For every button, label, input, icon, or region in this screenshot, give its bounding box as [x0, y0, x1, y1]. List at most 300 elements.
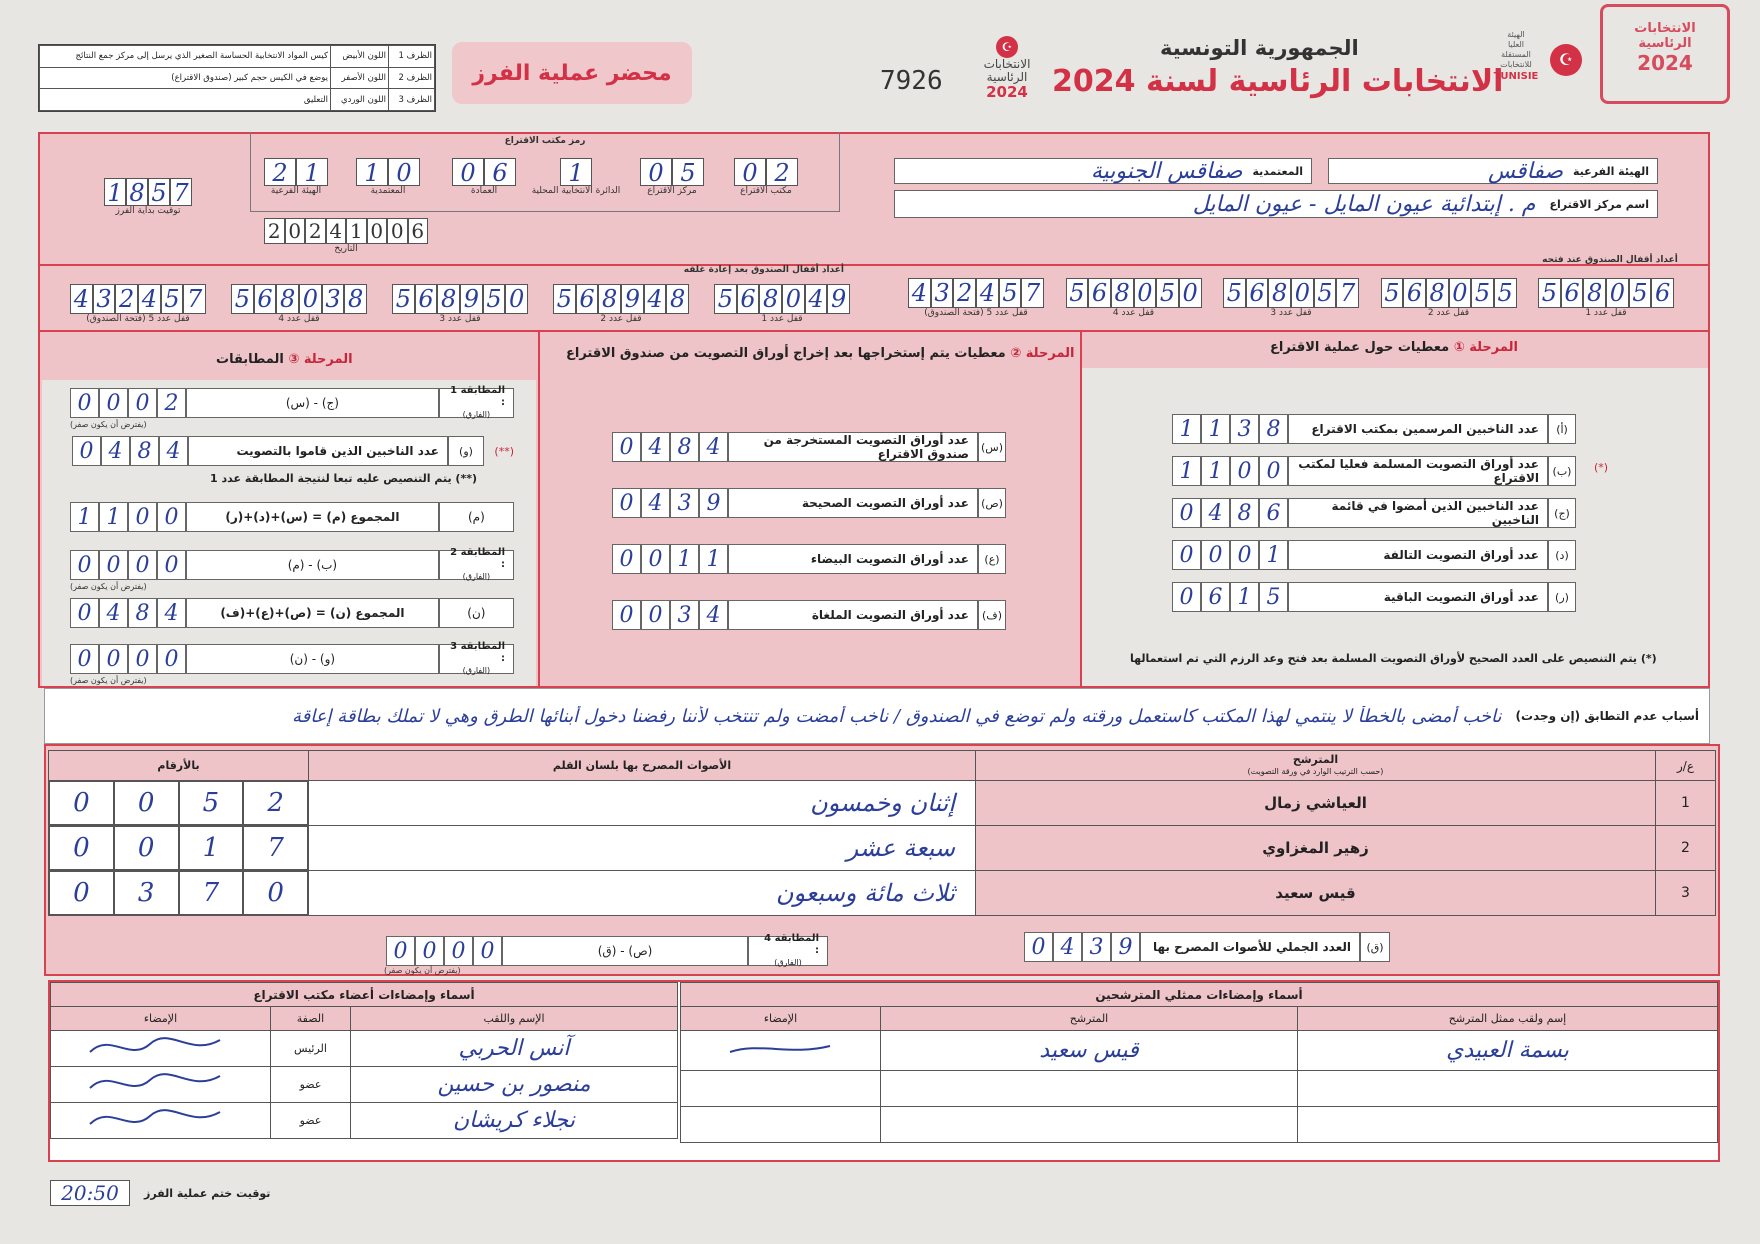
digit: 4 [1201, 498, 1230, 528]
sum-m-code: (م) [439, 502, 514, 532]
digit: 4 [976, 278, 999, 308]
col-name-title: المترشح [1292, 752, 1339, 766]
signature-scribble [70, 1068, 270, 1098]
logo-year: 2024 [986, 83, 1028, 101]
env-desc: كيس المواد الانتخابية الحساسة الصغير الذي يرسل إلى مركز جمع النتائج [40, 46, 331, 68]
match4-label [748, 933, 828, 967]
digit: 4 [101, 436, 130, 466]
rep-signature [681, 1031, 881, 1071]
lock-label: قفل عدد 1 [761, 314, 803, 324]
digit: 1 [99, 502, 128, 532]
digit: 6 [415, 284, 438, 314]
rep-name: بسمة العبيدي [1298, 1031, 1718, 1071]
date-label: التاريخ [334, 244, 358, 254]
match3-sub: (الفارق) [462, 666, 491, 675]
stage1-row [1172, 582, 1576, 612]
digit: 8 [1583, 278, 1606, 308]
candidate-name: العياشي زمال [976, 781, 1656, 826]
total-label: العدد الجملي للأصوات المصرح بها [1140, 932, 1360, 962]
stage2-row [612, 432, 1006, 462]
zero-note: (يفترض أن يكون صفر) [70, 676, 147, 685]
digit: 0 [1230, 456, 1259, 486]
zero-note: (يفترض أن يكون صفر) [384, 966, 461, 975]
stage1-star: (*) [1594, 461, 1609, 474]
stage3-heading [216, 352, 353, 367]
match1-row [70, 385, 514, 419]
lock-digits [553, 284, 689, 314]
digit: 4 [159, 436, 188, 466]
digit: 5 [231, 284, 254, 314]
row-label: عدد الناخبين المرسمين بمكتب الاقتراع [1288, 414, 1548, 444]
digit: 6 [1561, 278, 1584, 308]
env-color: اللون الأصفر [331, 67, 389, 89]
match3-formula: (و) - (ن) [186, 644, 439, 674]
digit: 0 [367, 218, 388, 244]
digit: 0 [128, 644, 157, 674]
digit: 1 [179, 826, 244, 870]
digit: 0 [285, 218, 306, 244]
env-color: اللون الوردي [331, 89, 389, 111]
empty-cell [681, 1107, 881, 1143]
code-field-delegation [356, 158, 420, 196]
members-col-name: الإسم واللقب [351, 1007, 678, 1031]
digit: 6 [408, 218, 429, 244]
digit: 0 [1201, 540, 1230, 570]
digit: 0 [1134, 278, 1157, 308]
delegation-value: صفاقس الجنوبية [1090, 158, 1243, 184]
stamp-line: الرئاسية [1638, 36, 1692, 51]
digit: 3 [1082, 932, 1111, 962]
digit: 0 [70, 550, 99, 580]
lock-field [908, 278, 1044, 328]
candidate-row [49, 781, 1716, 826]
match2-formula: (ب) - (م) [186, 550, 439, 580]
lock-label: قفل عدد 3 [1270, 308, 1312, 318]
code-field-center [640, 158, 704, 196]
row-digits [1172, 456, 1288, 486]
match3-row [70, 641, 514, 675]
lock-digits [1381, 278, 1517, 308]
locks-close-title: أعداد أقفال الصندوق بعد إعادة غلقه [683, 265, 844, 275]
digit: 8 [126, 178, 148, 206]
candidate-row [49, 871, 1716, 916]
digit: 6 [1259, 498, 1288, 528]
empty-cell [1298, 1071, 1718, 1107]
row-label: عدد أوراق التصويت الباقية [1288, 582, 1548, 612]
match2-row [70, 547, 514, 581]
col-num: ع/ر [1656, 751, 1716, 781]
match2-title: المطابقة 2 : [450, 547, 505, 570]
envelopes-table [38, 44, 436, 112]
match4-row [382, 933, 828, 967]
digit: 8 [598, 284, 621, 314]
digit: 0 [1172, 582, 1201, 612]
sum-n-digits [70, 598, 186, 628]
member-name: آنس الحربي [351, 1031, 678, 1067]
digit: 0 [387, 218, 408, 244]
digit: 5 [553, 284, 576, 314]
code-field-sub-authority [264, 158, 328, 196]
digit: 5 [179, 781, 244, 825]
row-digits [1172, 498, 1288, 528]
code-field-label: العمادة [470, 186, 498, 196]
sum-n-code: (ن) [439, 598, 514, 628]
digit: 7 [170, 178, 192, 206]
digit: 8 [670, 432, 699, 462]
center-label: اسم مركز الاقتراع [1549, 197, 1649, 211]
digit: 0 [157, 550, 186, 580]
digit: 5 [161, 284, 184, 314]
row-code: (أ) [1548, 414, 1576, 444]
digit: 8 [276, 284, 299, 314]
digit: 3 [322, 284, 345, 314]
match4-title: المطابقة 4 : [764, 933, 819, 956]
digit: 3 [93, 284, 116, 314]
candidate-digits [49, 871, 309, 916]
digit: 8 [437, 284, 460, 314]
digit: 4 [699, 600, 728, 630]
digit: 6 [1651, 278, 1674, 308]
digit: 0 [114, 826, 179, 870]
candidate-num: 1 [1656, 781, 1716, 826]
row-label: عدد الناخبين الذين أمضوا في قائمة الناخبين [1288, 498, 1548, 528]
digit: 0 [128, 502, 157, 532]
reps-col-sig: الإمضاء [681, 1007, 881, 1031]
digit: 1 [1201, 414, 1230, 444]
empty-cell [1298, 1107, 1718, 1143]
rep-row-empty [681, 1107, 1718, 1143]
digit: 0 [640, 158, 672, 186]
sum-m-digits [70, 502, 186, 532]
digit: 1 [70, 502, 99, 532]
voted-mark: (**) [494, 444, 514, 458]
digit: 1 [1172, 414, 1201, 444]
start-time-label: توقيت بداية الفرز [115, 206, 181, 216]
signature-scribble [70, 1032, 270, 1062]
members-table [50, 982, 678, 1139]
report-title: محضر عملية الفرز [452, 42, 692, 104]
row-code: (ص) [978, 488, 1006, 518]
lock-field [392, 284, 528, 334]
digit: 0 [49, 826, 114, 870]
digit: 0 [49, 781, 114, 825]
main-title: الانتخابات الرئاسية لسنة 2024 [1052, 64, 1504, 99]
empty-cell [881, 1071, 1298, 1107]
lock-label: قفل عدد 1 [1585, 308, 1627, 318]
col-name-sub: (حسب الترتيب الوارد في ورقة التصويت) [1247, 766, 1384, 776]
members-col-sig: الإمضاء [51, 1007, 271, 1031]
digit: 5 [1381, 278, 1404, 308]
digit: 0 [1179, 278, 1202, 308]
digit: 0 [70, 598, 99, 628]
digit: 0 [70, 644, 99, 674]
digit: 7 [183, 284, 206, 314]
digit: 5 [148, 178, 170, 206]
digit: 8 [1426, 278, 1449, 308]
stage2-row [612, 488, 1006, 518]
digit: 8 [1111, 278, 1134, 308]
mismatch-text: ناخب أمضى بالخطأ لا ينتمي لهذا المكتب كاستعمل ورقته ولم توضع في الصندوق / ناخب أمضت ولم تنتخب لأننا رفضنا دخول أبنائها الطرق وهي لا تملك بطاقة إعاقة [291, 705, 1502, 727]
stage1-note: (*) يتم التنصيص على العدد الصحيح لأوراق التصويت المسلمة بعد فتح وعد الرزم التي تم استعمالها [1130, 652, 1657, 665]
delegation-label: المعتمدية [1252, 164, 1303, 178]
locks-close-row [70, 284, 850, 334]
sum-n-label: المجموع (ن) = (ص)+(ع)+(ف) [186, 598, 439, 628]
digit: 8 [1230, 498, 1259, 528]
digit: 0 [388, 158, 420, 186]
lock-digits [1223, 278, 1359, 308]
digit: 5 [1223, 278, 1246, 308]
digit: 1 [1172, 456, 1201, 486]
digit: 5 [714, 284, 737, 314]
candidate-name: قيس سعيد [976, 871, 1656, 916]
digit: 6 [484, 158, 516, 186]
digit: 1 [699, 544, 728, 574]
digit: 0 [1449, 278, 1472, 308]
delegation-field [894, 158, 1312, 184]
digit: 4 [70, 284, 93, 314]
digit: 1 [346, 218, 367, 244]
candidate-row [49, 826, 1716, 871]
col-name [976, 751, 1656, 781]
digit: 5 [1629, 278, 1652, 308]
zero-note: (يفترض أن يكون صفر) [70, 582, 147, 591]
stage1-num: المرحلة ① [1453, 340, 1518, 355]
digit: 7 [1336, 278, 1359, 308]
doc-number: 7926 [880, 66, 943, 96]
digit: 5 [1471, 278, 1494, 308]
row-code: (د) [1548, 540, 1576, 570]
digit: 1 [1201, 456, 1230, 486]
row-label: عدد أوراق التصويت التالفة [1288, 540, 1548, 570]
row-label: عدد أوراق التصويت البيضاء [728, 544, 978, 574]
digit: 9 [460, 284, 483, 314]
candidate-digits [49, 781, 309, 826]
digit: 0 [1230, 540, 1259, 570]
reps-col-rep: إسم ولقب ممثل المترشح [1298, 1007, 1718, 1031]
member-name: نجلاء كريشان [351, 1103, 678, 1139]
digit: 0 [99, 388, 128, 418]
digit: 0 [157, 502, 186, 532]
official-stamp [1600, 4, 1730, 104]
match1-digits [70, 388, 186, 418]
row-code: (ج) [1548, 498, 1576, 528]
row-label: عدد أوراق التصويت الصحيحة [728, 488, 978, 518]
stage2-num: المرحلة ② [1010, 346, 1075, 361]
office-code-title: رمز مكتب الاقتراع [504, 136, 586, 146]
candidate-num: 3 [1656, 871, 1716, 916]
match2-digits [70, 550, 186, 580]
row-code: (ر) [1548, 582, 1576, 612]
stamp-line: 2024 [1637, 51, 1693, 75]
total-code: (ق) [1360, 932, 1390, 962]
row-code: (ب) [1548, 456, 1576, 486]
code-field-district [524, 158, 628, 196]
digit: 8 [1259, 414, 1288, 444]
stage3-title: المطابقات [216, 352, 284, 367]
code-field-office [734, 158, 798, 196]
digit: 9 [699, 488, 728, 518]
candidate-words: إثنان وخمسون [309, 781, 976, 826]
digit: 0 [114, 781, 179, 825]
end-time-block [50, 1180, 270, 1206]
lock-field [70, 284, 206, 334]
rep-row-empty [681, 1071, 1718, 1107]
members-title: أسماء وإمضاءات أعضاء مكتب الاقتراع [51, 983, 678, 1007]
member-role: عضو [271, 1103, 351, 1139]
sub-authority-field [1328, 158, 1658, 184]
candidate-words: سبعة عشر [309, 826, 976, 871]
member-role: الرئيس [271, 1031, 351, 1067]
sub-authority-label: الهيئة الفرعية [1573, 164, 1649, 178]
digit: 0 [49, 871, 114, 915]
isie-line: الهيئة [1507, 30, 1525, 39]
digit: 5 [999, 278, 1022, 308]
mismatch-box [44, 688, 1710, 744]
digit: 2 [157, 388, 186, 418]
code-field-label: مركز الاقتراع [647, 186, 697, 196]
member-row [51, 1031, 678, 1067]
row-code: (س) [978, 432, 1006, 462]
digit: 9 [1111, 932, 1140, 962]
digit: 5 [483, 284, 506, 314]
digit: 3 [670, 600, 699, 630]
col-digits: بالأرقام [49, 751, 309, 781]
stage1-row [1172, 540, 1576, 570]
lock-digits [70, 284, 206, 314]
digit: 1 [104, 178, 126, 206]
rep-candidate: قيس سعيد [881, 1031, 1298, 1071]
digit: 2 [953, 278, 976, 308]
match1-label [439, 385, 514, 419]
stage1-title: معطيات حول عملية الاقتراع [1270, 340, 1450, 355]
members-col-role: الصفة [271, 1007, 351, 1031]
voted-row [70, 436, 514, 466]
digit: 0 [452, 158, 484, 186]
end-time-value: 20:50 [50, 1180, 130, 1206]
digit: 5 [1066, 278, 1089, 308]
sum-m-row [70, 502, 514, 532]
lock-label: قفل عدد 4 [278, 314, 320, 324]
locks-open-title: أعداد أقفال الصندوق عند فتحه [1542, 255, 1678, 265]
isie-line: العليا [1507, 40, 1525, 49]
match1-title: المطابقة 1 : [450, 385, 505, 408]
rep-row [681, 1031, 1718, 1071]
match3-title: المطابقة 3 : [450, 641, 505, 664]
digit: 0 [1606, 278, 1629, 308]
env-desc: التعليق [40, 89, 331, 111]
member-signature [51, 1103, 271, 1139]
lock-field [553, 284, 689, 334]
candidate-num: 2 [1656, 826, 1716, 871]
stage2-row [612, 544, 1006, 574]
digit: 1 [670, 544, 699, 574]
voted-note [210, 472, 477, 485]
stage2-title: معطيات يتم إستخراجها بعد إخراج أوراق التصويت من صندوق الاقتراع [566, 346, 1006, 361]
stage1-row [1172, 414, 1576, 444]
digit: 0 [444, 936, 473, 966]
digit: 0 [415, 936, 444, 966]
lock-digits [231, 284, 367, 314]
match3-label [439, 641, 514, 675]
digit: 0 [128, 550, 157, 580]
match3-digits [70, 644, 186, 674]
candidates-table [48, 750, 1716, 916]
stage1-row [1172, 498, 1576, 528]
digit: 2 [305, 218, 326, 244]
digit: 0 [612, 488, 641, 518]
digit: 9 [827, 284, 850, 314]
env-desc: يوضع في الكيس حجم كبير (صندوق الاقتراع) [40, 67, 331, 89]
center-value: م . إبتدائية عيون المايل - عيون المايل [1192, 191, 1536, 217]
code-field-label: مكتب الاقتراع [740, 186, 792, 196]
row-label: عدد أوراق التصويت المسلمة فعليا لمكتب الاقتراع [1288, 456, 1548, 486]
match4-formula: (ص) - (ق) [502, 936, 748, 966]
digit: 4 [644, 284, 667, 314]
row-digits [612, 544, 728, 574]
digit: 0 [99, 550, 128, 580]
lock-field [1066, 278, 1202, 328]
digit: 0 [128, 388, 157, 418]
digit: 1 [296, 158, 328, 186]
match1-sub: (الفارق) [462, 410, 491, 419]
candidate-digits [49, 826, 309, 871]
lock-label: قفل عدد 5 (فتحة الصندوق) [86, 314, 190, 324]
lock-field [1223, 278, 1359, 328]
voted-note-text: (**) يتم التنصيص عليه تبعا لنتيجة المطابقة عدد 1 [210, 472, 477, 485]
digit: 6 [737, 284, 760, 314]
tunisia-flag-icon: ☪ [1550, 44, 1582, 76]
member-row [51, 1067, 678, 1103]
sum-m-label: المجموع (م) = (س)+(د)+(ر) [186, 502, 439, 532]
lock-label: قفل عدد 3 [439, 314, 481, 324]
row-label: عدد أوراق التصويت الملغاة [728, 600, 978, 630]
start-time-digits [104, 178, 192, 206]
digit: 6 [576, 284, 599, 314]
digit: 0 [1024, 932, 1053, 962]
logo-line: الرئاسية [986, 70, 1028, 84]
isie-logo [1486, 30, 1546, 84]
col-words: الأصوات المصرح بها بلسان القلم [309, 751, 976, 781]
env-num: الظرف 1 [389, 46, 435, 68]
digit: 2 [766, 158, 798, 186]
candidate-words: ثلاث مائة وسبعون [309, 871, 976, 916]
digit: 0 [1172, 540, 1201, 570]
digit: 8 [759, 284, 782, 314]
digit: 5 [1259, 582, 1288, 612]
env-num: الظرف 3 [389, 89, 435, 111]
stage1-heading [1270, 340, 1518, 355]
empty-cell [681, 1071, 881, 1107]
digit: 6 [254, 284, 277, 314]
reps-col-cand: المترشح [881, 1007, 1298, 1031]
isie-line: للانتخابات [1500, 60, 1532, 69]
lock-digits [1066, 278, 1202, 308]
digit: 5 [1494, 278, 1517, 308]
voted-digits [72, 436, 188, 466]
voted-code: (و) [448, 436, 484, 466]
lock-digits [908, 278, 1044, 308]
republic-heading: الجمهورية التونسية [1160, 36, 1359, 60]
digit: 9 [621, 284, 644, 314]
member-signature [51, 1067, 271, 1103]
match4-sub: (الفارق) [774, 958, 802, 967]
digit: 8 [1268, 278, 1291, 308]
member-signature [51, 1031, 271, 1067]
end-time-label: توقيت ختم عملية الفرز [144, 1186, 271, 1200]
digit: 1 [1259, 540, 1288, 570]
stamp-line: الانتخابات [1634, 21, 1696, 36]
digit: 6 [1246, 278, 1269, 308]
